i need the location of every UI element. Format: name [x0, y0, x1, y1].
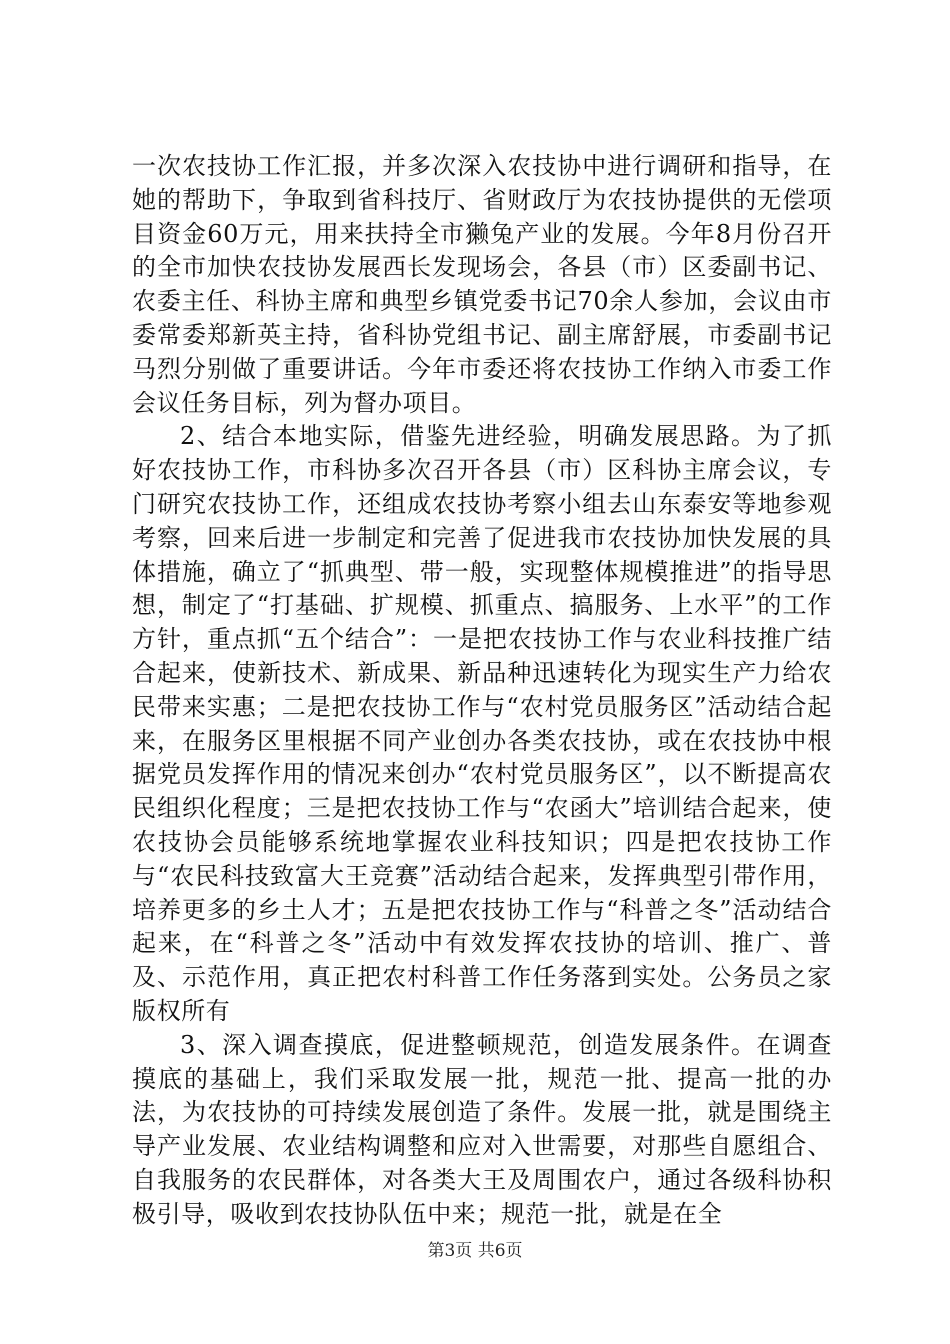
page-footer: 第3页 共6页: [427, 1241, 523, 1261]
paragraph-1: 一次农技协工作汇报，并多次深入农技协中进行调研和指导，在她的帮助下，争取到省科技厅、省财政厅为农技协提供的无偿项目资金60万元，用来扶持全市獭兔产业的发展。今年8月份召开的全市加快农技协发展西长发现场会，各县（市）区委副书记、农委主任、科协主席和典型乡镇党委书记70余人参加，会议由市委常委郑新英主持，省科协党组书记、副主席舒展，市委副书记马烈分别做了重要讲话。今年市委还将农技协工作纳入市委工作会议任务目标，列为督办项目。: [132, 152, 832, 417]
paragraph-3: 3、深入调查摸底，促进整顿规范，创造发展条件。在调查摸底的基础上，我们采取发展一批，规范一批、提高一批的办法，为农技协的可持续发展创造了条件。发展一批，就是围绕主导产业发展、农业结构调整和应对入世需要，对那些自愿组合、自我服务的农民群体，对各类大王及周围农户，通过各级科协积极引导，吸收到农技协队伍中来；规范一批，就是在全: [132, 1030, 832, 1228]
paragraph-2: 2、结合本地实际，借鉴先进经验，明确发展思路。为了抓好农技协工作，市科协多次召开各县（市）区科协主席会议，专门研究农技协工作，还组成农技协考察小组去山东泰安等地参观考察，回来后进一步制定和完善了促进我市农技协加快发展的具体措施，确立了“抓典型、带一般，实现整体规模推进”的指导思想，制定了“打基础、扩规模、抓重点、搞服务、上水平”的工作方针，重点抓“五个结合”：一是把农技协工作与农业科技推广结合起来，使新技术、新成果、新品种迅速转化为现实生产力给农民带来实惠；二是把农技协工作与“农村党员服务区”活动结合起来，在服务区里根据不同产业创办各类农技协，或在农技协中根据党员发挥作用的情况来创办“农村党员服务区”，以不断提高农民组织化程度；三是把农技协工作与“农函大”培训结合起来，使农技协会员能够系统地掌握农业科技知识；四是把农技协工作与“农民科技致富大王竞赛”活动结合起来，发挥典型引带作用，培养更多的乡土人才；五是把农技协工作与“科普之冬”活动结合起来，在“科普之冬”活动中有效发挥农技协的培训、推广、普及、示范作用，真正把农村科普工作任务落到实处。公务员之家版权所有: [132, 422, 832, 1025]
document-body: [132, 150, 832, 1232]
